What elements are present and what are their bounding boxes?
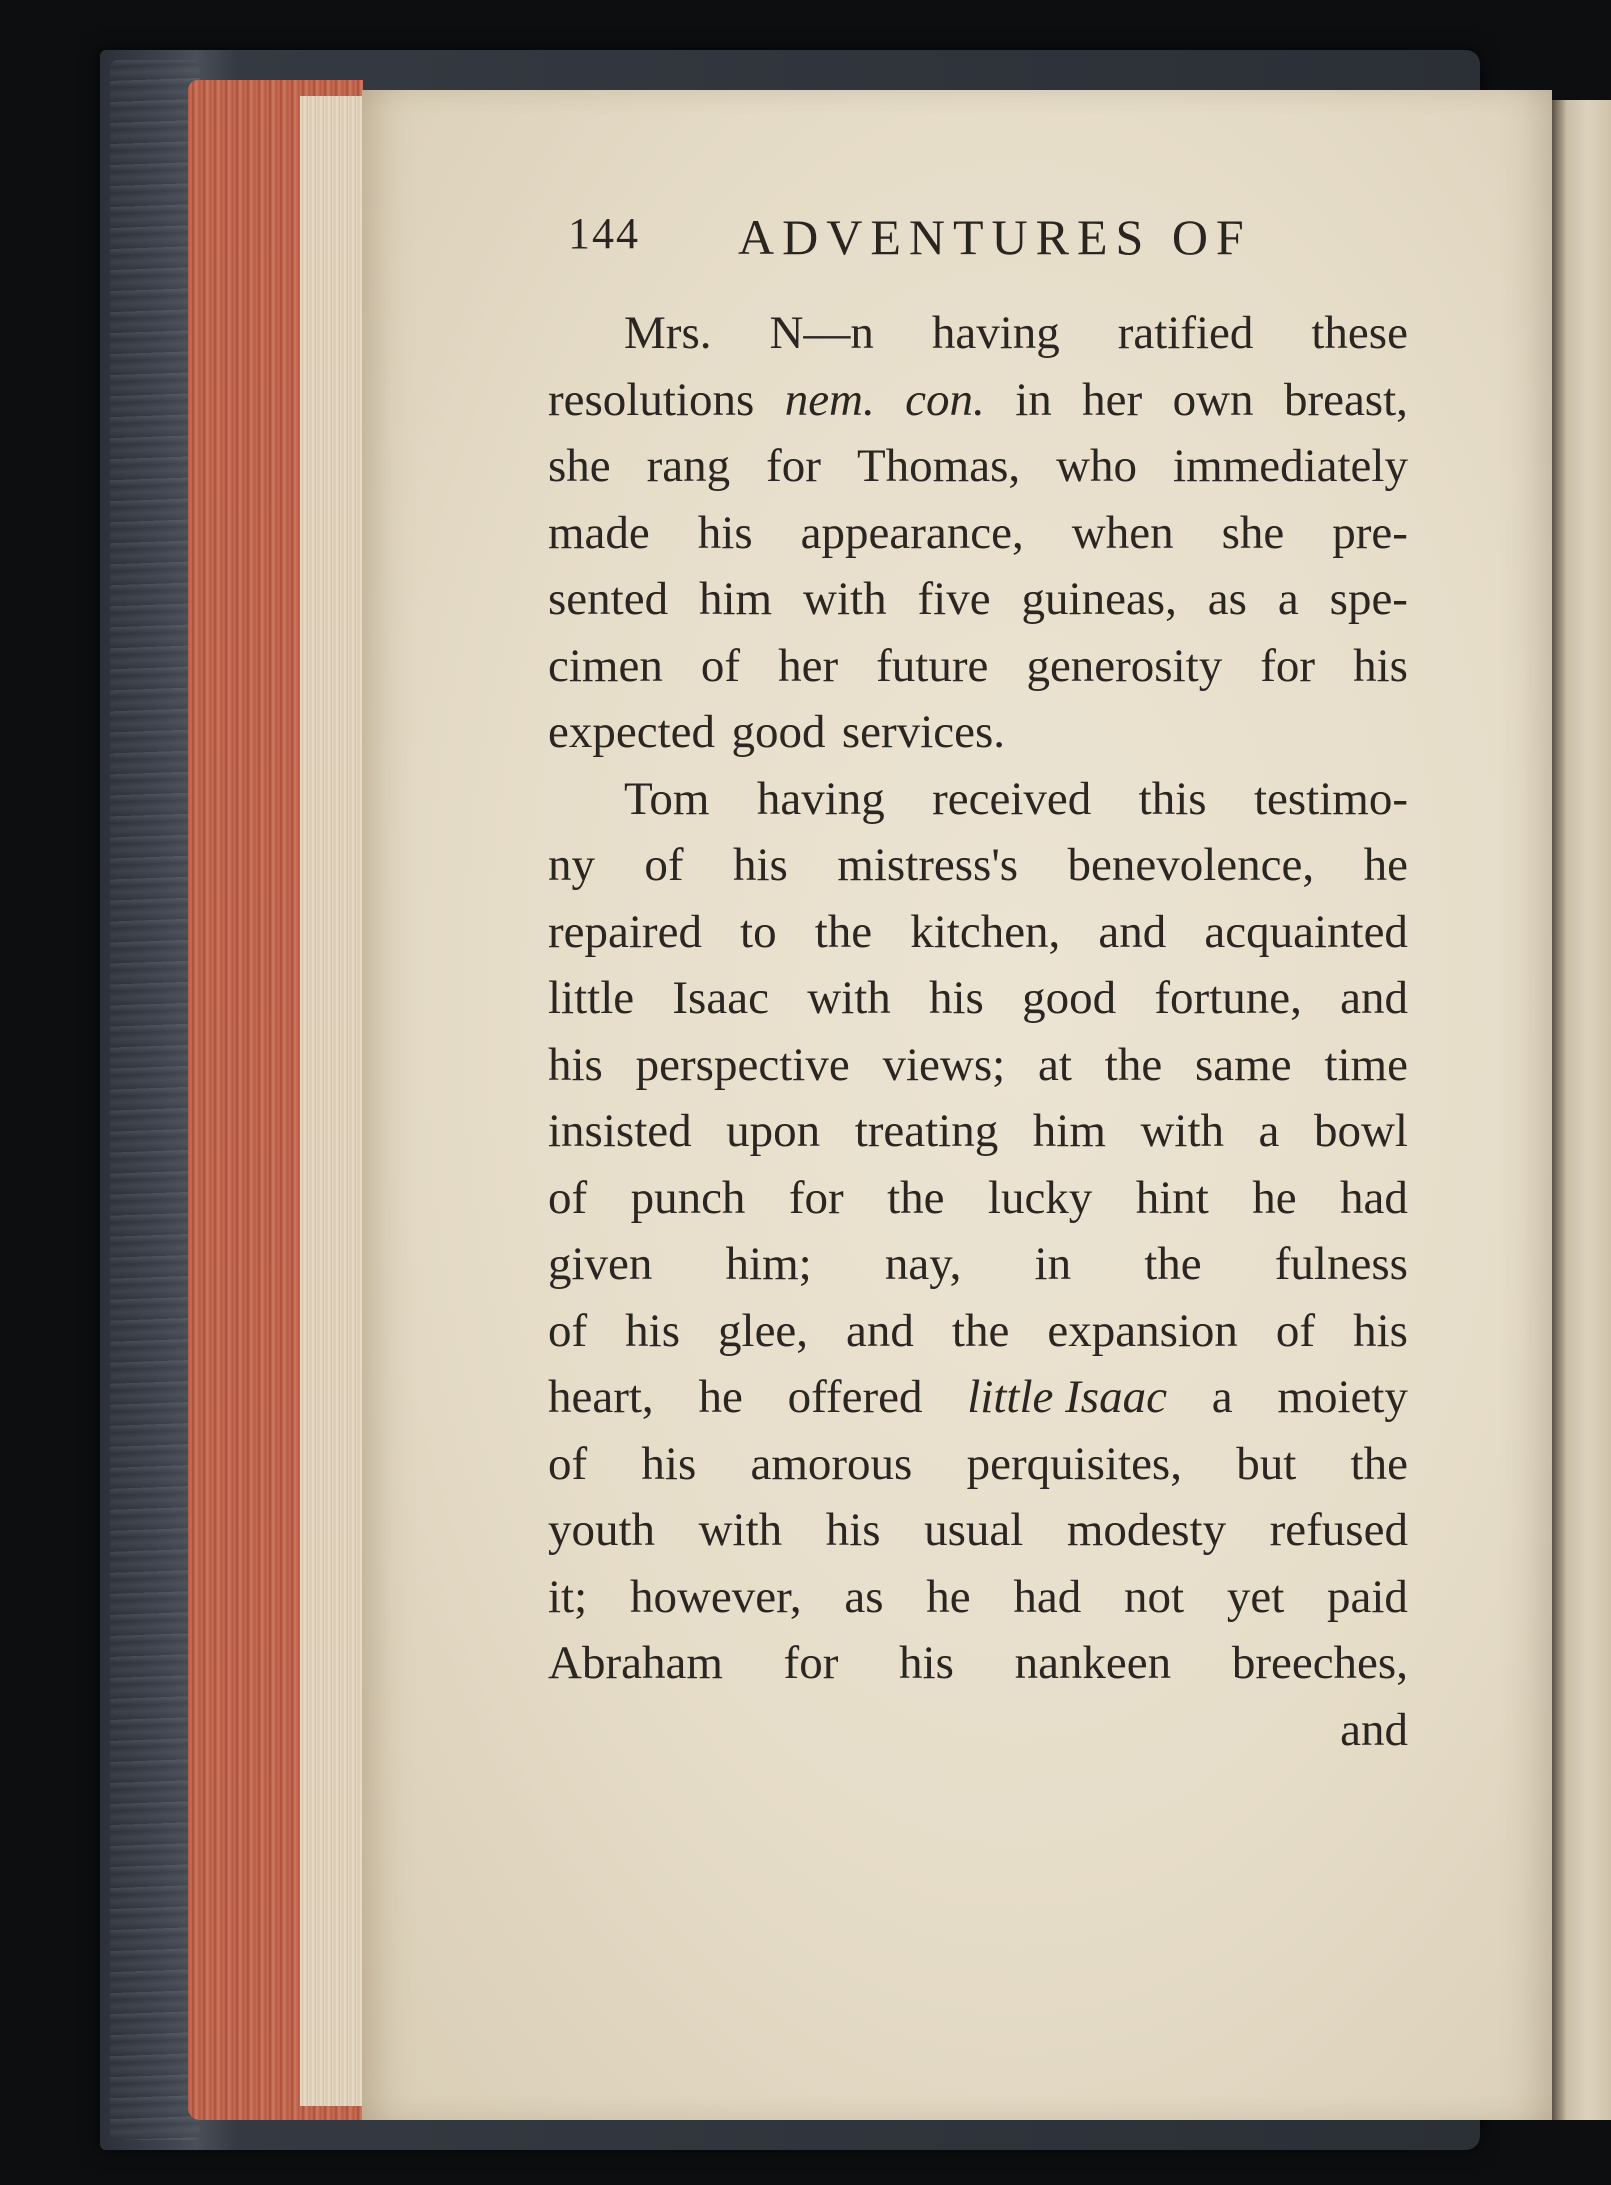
word: offered — [787, 1371, 923, 1423]
word: with — [807, 972, 891, 1024]
word: repaired — [548, 905, 702, 958]
word: heart, — [548, 1371, 654, 1423]
text-line — [548, 433, 1408, 500]
word: expected — [548, 706, 716, 758]
text-line — [548, 300, 1408, 367]
word: same — [1195, 1038, 1292, 1091]
word: he — [698, 1371, 743, 1423]
word: upon — [726, 1105, 821, 1157]
word: nem. — [784, 373, 875, 426]
word: Mrs. — [624, 307, 712, 359]
word: breeches, — [1231, 1637, 1408, 1689]
word: for — [1260, 639, 1316, 692]
facing-page-edge — [1552, 100, 1611, 2120]
word: Tom — [624, 772, 710, 825]
word: his — [1353, 639, 1408, 692]
word: his — [697, 506, 753, 559]
body-text — [548, 300, 1408, 1763]
word: resolutions — [548, 373, 755, 426]
word: his — [1353, 1304, 1408, 1357]
word: views; — [882, 1038, 1006, 1091]
word: hint — [1135, 1171, 1209, 1224]
word: little — [548, 972, 635, 1024]
cover-spine-wear — [110, 60, 200, 2140]
word: N—n — [769, 307, 874, 359]
text-line — [548, 500, 1408, 567]
word: nay, — [884, 1238, 962, 1290]
word: but — [1236, 1437, 1297, 1490]
word: these — [1311, 307, 1408, 359]
word: the — [1144, 1238, 1202, 1290]
word: usual — [924, 1504, 1024, 1556]
word: a — [1258, 1105, 1280, 1157]
word: immediately — [1173, 440, 1408, 492]
word: perspective — [635, 1038, 850, 1091]
word: con. — [905, 373, 985, 426]
word: with — [1140, 1105, 1224, 1157]
word: he — [1252, 1171, 1297, 1224]
word: mistress's — [837, 839, 1019, 891]
running-title: ADVENTURES OF — [738, 209, 1252, 265]
word: him — [1032, 1105, 1106, 1157]
page-number: 144 — [568, 209, 640, 258]
word: made — [548, 506, 650, 559]
word: generosity — [1026, 639, 1223, 692]
text-line — [548, 965, 1408, 1032]
word: her — [1082, 373, 1143, 426]
word: for — [783, 1637, 839, 1689]
word: her — [778, 639, 839, 692]
word: given — [548, 1238, 653, 1290]
word: and — [846, 1304, 914, 1357]
word: perquisites, — [966, 1437, 1182, 1490]
text-line — [548, 1165, 1408, 1232]
word: had — [1340, 1171, 1408, 1224]
page-stack — [300, 96, 370, 2106]
word: his — [825, 1504, 881, 1556]
word: had — [1013, 1570, 1082, 1623]
word: spe- — [1329, 573, 1408, 625]
word: a — [1211, 1371, 1233, 1423]
catchword — [548, 1697, 1408, 1764]
word: she — [548, 440, 611, 492]
word: not — [1124, 1570, 1185, 1623]
word: ratified — [1117, 307, 1254, 359]
word: for — [766, 440, 821, 492]
word: Isaac — [672, 972, 769, 1024]
word: five — [917, 573, 991, 625]
word: the — [887, 1171, 945, 1224]
word: when — [1071, 506, 1174, 559]
word: the — [1104, 1038, 1163, 1091]
word: sented — [548, 573, 669, 625]
word: lucky — [987, 1171, 1093, 1224]
word: little Isaac — [967, 1371, 1167, 1423]
word: punch — [630, 1171, 746, 1224]
word: modesty — [1066, 1504, 1227, 1556]
word: testimo- — [1253, 772, 1408, 825]
word: it; — [548, 1570, 588, 1623]
text-line — [548, 1098, 1408, 1165]
word: fortune, — [1154, 972, 1302, 1024]
word: his — [929, 972, 984, 1024]
text-line — [548, 1497, 1408, 1564]
word: Abraham — [548, 1637, 723, 1689]
text-line — [548, 1431, 1408, 1498]
word: services. — [841, 706, 1006, 758]
word: expansion — [1047, 1304, 1238, 1357]
word: glee, — [718, 1304, 809, 1357]
word: good — [1022, 972, 1117, 1024]
word: benevolence, — [1067, 839, 1315, 891]
word: this — [1138, 772, 1207, 825]
word: as — [1207, 573, 1247, 625]
word: and — [1340, 972, 1408, 1024]
word: his — [733, 839, 788, 891]
word: of — [700, 639, 741, 692]
word: acquainted — [1204, 905, 1408, 958]
word: with — [803, 573, 887, 625]
word: yet — [1226, 1570, 1285, 1623]
word: amorous — [750, 1437, 913, 1490]
word: kitchen, — [910, 905, 1061, 958]
text-line — [548, 899, 1408, 966]
word: insisted — [548, 1105, 692, 1157]
word: pre- — [1332, 506, 1408, 559]
word: guineas, — [1021, 573, 1177, 625]
text-line — [548, 367, 1408, 434]
word: his — [641, 1437, 697, 1490]
text-line — [548, 566, 1408, 633]
word: cimen — [548, 639, 663, 692]
word: of — [644, 839, 684, 891]
text-line — [548, 1564, 1408, 1631]
word: bowl — [1313, 1105, 1408, 1157]
word: for — [788, 1171, 844, 1224]
running-head — [568, 208, 1308, 278]
word: in — [1015, 373, 1052, 426]
word: a — [1277, 573, 1299, 625]
word: his — [548, 1038, 603, 1091]
word: time — [1324, 1038, 1408, 1091]
word: him; — [725, 1238, 812, 1290]
word: as — [844, 1570, 884, 1623]
word: of — [548, 1437, 588, 1490]
word: however, — [629, 1570, 802, 1623]
word: own — [1172, 373, 1254, 426]
word: future — [876, 639, 989, 692]
catchword-text: and — [1340, 1703, 1408, 1756]
text-line — [548, 832, 1408, 899]
text-line — [548, 699, 1408, 766]
word: nankeen — [1014, 1637, 1172, 1689]
word: received — [932, 772, 1092, 825]
word: having — [931, 307, 1060, 359]
word: he — [926, 1570, 971, 1623]
word: treating — [854, 1105, 999, 1157]
text-line — [548, 1032, 1408, 1099]
word: of — [548, 1304, 588, 1357]
text-line — [548, 633, 1408, 700]
text-line — [548, 1630, 1408, 1697]
word: having — [756, 772, 885, 825]
word: youth — [548, 1504, 656, 1556]
word: breast, — [1283, 373, 1408, 426]
word: him — [699, 573, 773, 625]
word: who — [1056, 440, 1138, 492]
word: Thomas, — [856, 440, 1021, 492]
word: moiety — [1277, 1371, 1408, 1423]
word: the — [814, 905, 873, 958]
word: to — [740, 905, 777, 958]
word: ny — [548, 839, 595, 891]
word: rang — [646, 440, 731, 492]
word: appearance, — [800, 506, 1024, 559]
word: his — [899, 1637, 954, 1689]
word: he — [1363, 839, 1408, 891]
word: of — [1275, 1304, 1316, 1357]
word: paid — [1327, 1570, 1408, 1623]
word: the — [1350, 1437, 1408, 1490]
word: in — [1034, 1238, 1072, 1290]
word: with — [698, 1504, 783, 1556]
word: the — [951, 1304, 1010, 1357]
word: at — [1038, 1038, 1072, 1091]
word: refused — [1269, 1504, 1408, 1556]
text-line — [548, 1231, 1408, 1298]
word: and — [1098, 905, 1167, 958]
word: she — [1221, 506, 1285, 559]
word: good — [731, 706, 826, 758]
word: of — [548, 1171, 588, 1224]
word: his — [625, 1304, 681, 1357]
word: fulness — [1274, 1238, 1408, 1290]
text-line — [548, 1364, 1408, 1431]
text-line — [548, 766, 1408, 833]
text-line — [548, 1298, 1408, 1365]
